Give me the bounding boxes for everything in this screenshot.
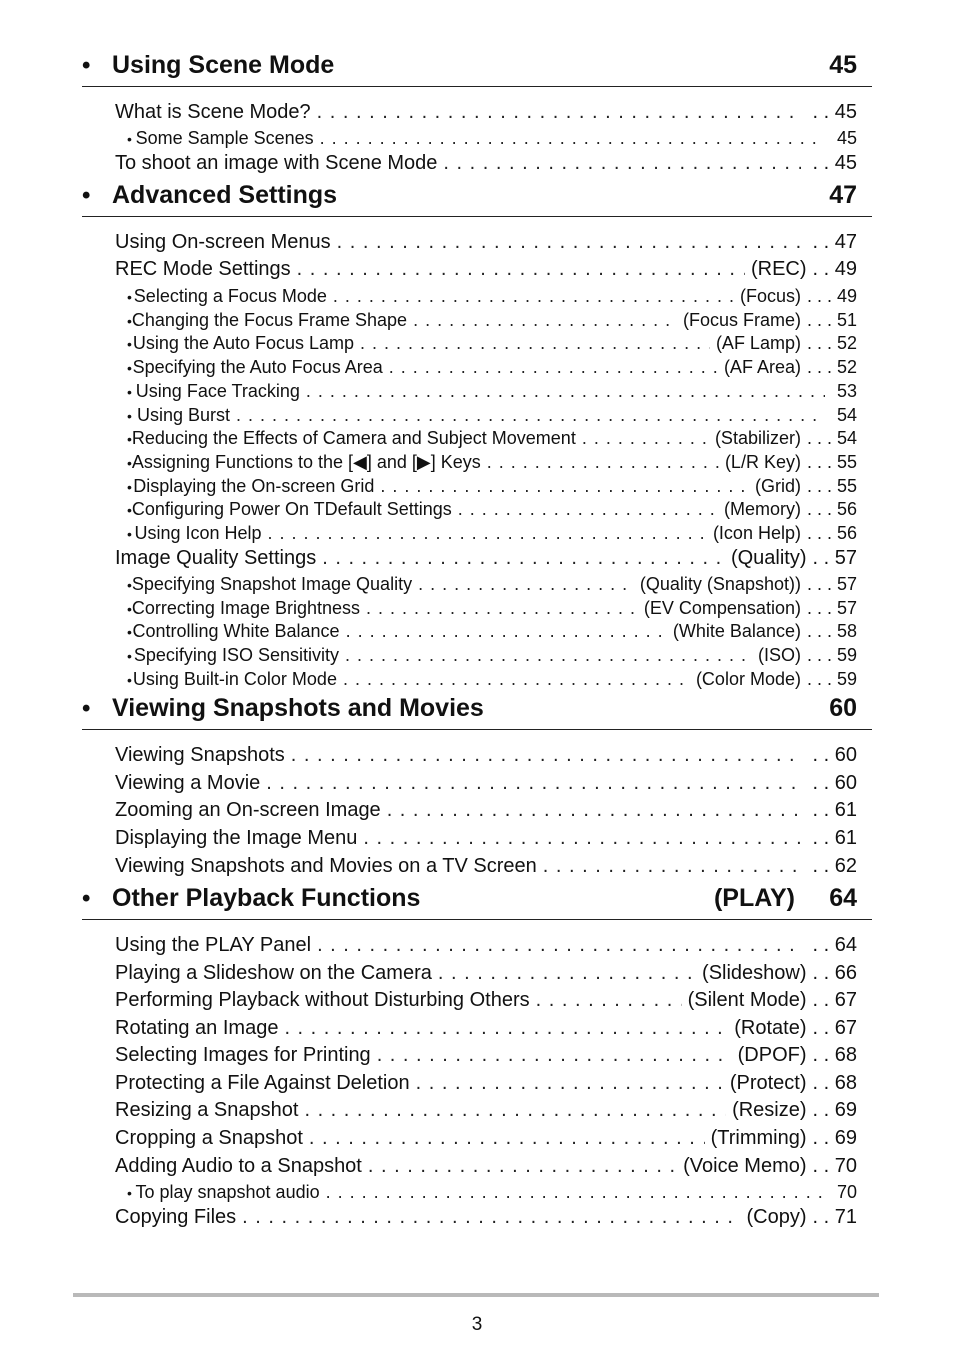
toc-entry[interactable] <box>115 827 857 850</box>
entry-label: Viewing Snapshots <box>115 744 285 766</box>
entry-page: . . 57 <box>812 547 857 569</box>
entry-tag: (Focus) <box>739 286 801 306</box>
dot-leader <box>317 934 800 957</box>
entry-tag: (Color Mode) <box>695 669 801 689</box>
entry-label: Some Sample Scenes <box>135 128 314 148</box>
dot-leader <box>346 621 667 642</box>
dot-leader <box>333 286 734 307</box>
dot-leader <box>322 547 725 570</box>
entry-label: Adding Audio to a Snapshot <box>115 1155 362 1177</box>
toc-subentry[interactable] <box>127 574 857 595</box>
dot-leader <box>320 128 825 149</box>
entry-page: . . 69 <box>812 1099 857 1121</box>
toc-subentry[interactable] <box>127 523 857 544</box>
entry-label: Using Face Tracking <box>135 381 300 401</box>
toc-entry[interactable] <box>115 772 857 795</box>
section-page: 45 <box>829 51 857 79</box>
dot-leader <box>418 574 634 595</box>
entry-label: REC Mode Settings <box>115 258 291 280</box>
entry-page: . . 71 <box>812 1206 857 1228</box>
entry-tag: (White Balance) <box>672 621 801 641</box>
dot-leader <box>458 499 718 520</box>
bullet-icon: • <box>127 384 132 400</box>
dot-leader <box>242 1206 740 1229</box>
entry-label: Using the PLAY Panel <box>115 934 312 956</box>
dot-leader <box>366 598 638 619</box>
entry-page: . . . 59 <box>806 669 857 689</box>
toc-entry[interactable] <box>115 1072 857 1095</box>
entry-label: Using the Auto Focus Lamp <box>132 333 355 353</box>
toc-subentry[interactable] <box>127 428 857 449</box>
dot-leader <box>377 1044 732 1067</box>
bullet-icon: • <box>127 1185 132 1201</box>
entry-page: . . 45 <box>812 101 857 123</box>
entry-page: . . . 57 <box>806 598 857 618</box>
dot-leader <box>297 258 745 281</box>
entry-tag: (REC) <box>750 258 807 280</box>
entry-label: Protecting a File Against Deletion <box>115 1072 410 1094</box>
toc-subentry[interactable] <box>127 598 857 619</box>
entry-page: . . . 51 <box>806 310 857 330</box>
entry-page: . . . 52 <box>806 333 857 353</box>
entry-page: . . . 56 <box>806 499 857 519</box>
entry-page: 70 <box>836 1182 857 1202</box>
bullet-icon: • <box>127 502 132 518</box>
entry-tag: (AF Area) <box>723 357 801 377</box>
bullet-icon: • <box>127 289 132 305</box>
toc-subentry[interactable] <box>127 476 857 497</box>
entry-label: Displaying the Image Menu <box>115 827 358 849</box>
entry-label: Configuring Power On TDefault Settings <box>131 499 452 519</box>
toc-entry[interactable] <box>115 1127 857 1150</box>
section-bullet: • <box>82 182 91 209</box>
toc-entry[interactable] <box>115 231 857 254</box>
toc-entry[interactable] <box>115 1206 857 1229</box>
section-page: 64 <box>829 884 857 912</box>
entry-label: Reducing the Effects of Camera and Subject Movement <box>131 428 576 448</box>
bullet-icon: • <box>127 648 132 664</box>
entry-tag: (Grid) <box>754 476 801 496</box>
section-heading <box>82 689 872 730</box>
entry-label: Correcting Image Brightness <box>131 598 361 618</box>
toc-entry[interactable] <box>115 258 857 281</box>
toc-subentry[interactable] <box>127 381 857 402</box>
toc-entry[interactable] <box>115 744 857 767</box>
entry-tag: (AF Lamp) <box>715 333 801 353</box>
entry-tag: (Stabilizer) <box>714 428 801 448</box>
entry-tag: (ISO) <box>757 645 801 665</box>
dot-leader <box>291 744 801 767</box>
entry-label: Using Burst <box>136 405 231 425</box>
entry-label: Zooming an On-screen Image <box>115 799 381 821</box>
bullet-icon: • <box>127 577 132 593</box>
dot-leader <box>266 772 800 795</box>
toc-subentry[interactable] <box>127 357 857 378</box>
toc-entry[interactable] <box>115 1099 857 1122</box>
section-tag: (PLAY) <box>713 884 795 912</box>
entry-tag: (Memory) <box>723 499 801 519</box>
dot-leader <box>582 428 709 449</box>
bullet-icon: • <box>127 526 132 542</box>
section-title: Using Scene Mode <box>112 51 335 79</box>
entry-tag: (Slideshow) <box>702 962 807 984</box>
dot-leader <box>317 101 801 124</box>
entry-page: . . 60 <box>812 744 857 766</box>
entry-label: Specifying ISO Sensitivity <box>133 645 339 665</box>
dot-leader <box>343 669 690 690</box>
bullet-icon: • <box>127 479 132 495</box>
toc-subentry[interactable] <box>127 452 857 473</box>
entry-page: . . . 49 <box>806 286 857 306</box>
toc-subentry[interactable] <box>127 669 857 690</box>
section-title: Advanced Settings <box>112 181 338 209</box>
section-title: Viewing Snapshots and Movies <box>112 694 484 722</box>
bullet-icon: • <box>127 336 132 352</box>
dot-leader <box>389 357 718 378</box>
entry-tag: (DPOF) <box>737 1044 807 1066</box>
entry-label: To shoot an image with Scene Mode <box>115 152 438 174</box>
toc-entry[interactable] <box>115 799 857 822</box>
dot-leader <box>363 827 800 850</box>
entry-tag: (Resize) <box>732 1099 807 1121</box>
section-title: Other Playback Functions <box>112 884 421 912</box>
entry-tag: (Rotate) <box>734 1017 807 1039</box>
dot-leader <box>368 1155 677 1178</box>
toc-subentry[interactable] <box>127 621 857 642</box>
footer-rule <box>73 1293 879 1297</box>
entry-tag: (Copy) <box>746 1206 807 1228</box>
toc-subentry[interactable] <box>127 405 857 426</box>
toc-entry[interactable] <box>115 152 857 175</box>
entry-page: . . 47 <box>812 231 857 253</box>
entry-label: Changing the Focus Frame Shape <box>131 310 408 330</box>
entry-page: 54 <box>836 405 857 425</box>
entry-page: . . . 52 <box>806 357 857 377</box>
entry-page: . . 66 <box>812 962 857 984</box>
entry-label: Controlling White Balance <box>132 621 340 641</box>
toc-subentry[interactable] <box>127 645 857 666</box>
dot-leader <box>443 152 800 175</box>
dot-leader <box>438 962 696 985</box>
dot-leader <box>360 333 710 354</box>
entry-page: . . 68 <box>812 1044 857 1066</box>
bullet-icon: • <box>127 408 132 424</box>
dot-leader <box>306 381 825 402</box>
bullet-icon: • <box>127 431 132 447</box>
dot-leader <box>380 476 749 497</box>
entry-tag: (Quality) <box>730 547 807 569</box>
entry-page: . . . 57 <box>806 574 857 594</box>
entry-tag: (Trimming) <box>710 1127 807 1149</box>
entry-label: Copying Files <box>115 1206 237 1228</box>
dot-leader <box>416 1072 724 1095</box>
entry-tag: (L/R Key) <box>724 452 801 472</box>
entry-page: . . 61 <box>812 827 857 849</box>
toc-subentry[interactable] <box>127 286 857 307</box>
entry-tag: (Icon Help) <box>712 523 801 543</box>
entry-page: . . 70 <box>812 1155 857 1177</box>
toc-entry[interactable] <box>115 855 857 878</box>
entry-label: Image Quality Settings <box>115 547 317 569</box>
entry-page: . . 64 <box>812 934 857 956</box>
toc-entry[interactable] <box>115 934 857 957</box>
bullet-icon: • <box>127 360 132 376</box>
entry-label: Rotating an Image <box>115 1017 279 1039</box>
dot-leader <box>487 452 719 473</box>
toc-subentry[interactable] <box>127 333 857 354</box>
bullet-icon: • <box>127 455 132 471</box>
dot-leader <box>543 855 801 878</box>
entry-page: . . 68 <box>812 1072 857 1094</box>
entry-page: 53 <box>836 381 857 401</box>
entry-page: . . . 55 <box>806 452 857 472</box>
entry-page: 45 <box>836 128 857 148</box>
entry-label: Viewing a Movie <box>115 772 261 794</box>
entry-page: . . . 59 <box>806 645 857 665</box>
entry-label: Assigning Functions to the [◀] and [▶] Keys <box>131 452 481 472</box>
bullet-icon: • <box>127 313 132 329</box>
toc-entry[interactable] <box>115 962 857 985</box>
dot-leader <box>236 405 825 426</box>
toc-entry[interactable] <box>115 1155 857 1178</box>
section-heading <box>82 46 872 87</box>
entry-page: . . 61 <box>812 799 857 821</box>
entry-label: To play snapshot audio <box>135 1182 320 1202</box>
section-page: 47 <box>829 181 857 209</box>
toc-entry[interactable] <box>115 101 857 124</box>
entry-page: . . 67 <box>812 989 857 1011</box>
entry-label: Playing a Slideshow on the Camera <box>115 962 432 984</box>
toc-subentry[interactable] <box>127 310 857 331</box>
section-bullet: • <box>82 885 91 912</box>
toc-entry[interactable] <box>115 989 857 1012</box>
entry-label: Using Icon Help <box>134 523 262 543</box>
toc-subentry[interactable] <box>127 1182 857 1203</box>
toc-entry[interactable] <box>115 1044 857 1067</box>
dot-leader <box>413 310 677 331</box>
entry-label: What is Scene Mode? <box>115 101 311 123</box>
dot-leader <box>304 1099 726 1122</box>
entry-label: Specifying the Auto Focus Area <box>132 357 383 377</box>
toc-entry[interactable] <box>115 547 857 570</box>
entry-tag: (EV Compensation) <box>643 598 801 618</box>
section-heading <box>82 176 872 217</box>
dot-leader <box>536 989 682 1012</box>
dot-leader <box>284 1017 728 1040</box>
entry-tag: (Voice Memo) <box>683 1155 807 1177</box>
entry-label: Resizing a Snapshot <box>115 1099 299 1121</box>
entry-tag: (Protect) <box>729 1072 807 1094</box>
bullet-icon: • <box>127 672 132 688</box>
entry-tag: (Quality (Snapshot)) <box>639 574 801 594</box>
dot-leader <box>268 523 707 544</box>
dot-leader <box>326 1182 825 1203</box>
page-number: 3 <box>471 1314 483 1335</box>
toc-subentry[interactable] <box>127 128 857 149</box>
entry-page: . . . 58 <box>806 621 857 641</box>
entry-page: . . 49 <box>812 258 857 280</box>
entry-label: Using Built-in Color Mode <box>132 669 337 689</box>
bullet-icon: • <box>127 601 132 617</box>
entry-label: Performing Playback without Disturbing Others <box>115 989 530 1011</box>
entry-page: . . 60 <box>812 772 857 794</box>
entry-label: Specifying Snapshot Image Quality <box>131 574 413 594</box>
entry-label: Selecting Images for Printing <box>115 1044 371 1066</box>
dot-leader <box>337 231 801 254</box>
toc-subentry[interactable] <box>127 499 857 520</box>
entry-page: . . . 54 <box>806 428 857 448</box>
section-page: 60 <box>829 694 857 722</box>
entry-page: . . 45 <box>812 152 857 174</box>
section-bullet: • <box>82 52 91 79</box>
entry-label: Displaying the On-screen Grid <box>133 476 375 496</box>
entry-label: Cropping a Snapshot <box>115 1127 303 1149</box>
entry-page: . . 67 <box>812 1017 857 1039</box>
entry-page: . . 69 <box>812 1127 857 1149</box>
dot-leader <box>345 645 752 666</box>
entry-tag: (Focus Frame) <box>682 310 801 330</box>
entry-tag: (Silent Mode) <box>687 989 807 1011</box>
entry-page: . . . 56 <box>806 523 857 543</box>
entry-page: . . 62 <box>812 855 857 877</box>
dot-leader <box>309 1127 705 1150</box>
section-bullet: • <box>82 695 91 722</box>
entry-label: Using On-screen Menus <box>115 231 331 253</box>
bullet-icon: • <box>127 131 132 147</box>
entry-page: . . . 55 <box>806 476 857 496</box>
entry-label: Viewing Snapshots and Movies on a TV Screen <box>115 855 537 877</box>
section-heading <box>82 879 872 920</box>
toc-entry[interactable] <box>115 1017 857 1040</box>
bullet-icon: • <box>127 624 132 640</box>
dot-leader <box>387 799 801 822</box>
entry-label: Selecting a Focus Mode <box>133 286 327 306</box>
